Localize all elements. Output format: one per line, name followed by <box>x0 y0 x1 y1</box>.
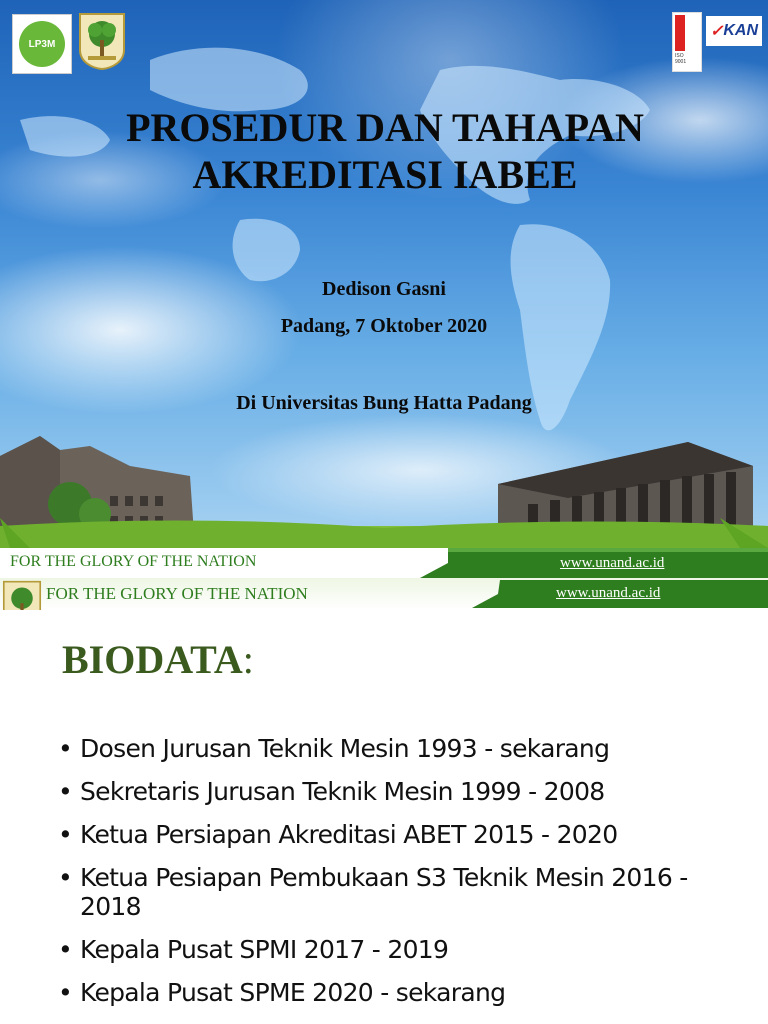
biodata-heading-colon: : <box>242 637 254 682</box>
footer-url-link-2[interactable]: www.unand.ac.id <box>556 585 661 601</box>
footer-url-link-1[interactable]: www.unand.ac.id <box>560 555 665 571</box>
unand-logo <box>78 12 126 70</box>
biodata-heading <box>62 636 254 683</box>
biodata-list <box>58 734 748 1021</box>
title-line-1: PROSEDUR DAN TAHAPAN <box>126 105 644 150</box>
kan-logo-text: KAN <box>723 22 759 39</box>
list-item: • Sekretaris Jurusan Teknik Mesin 1999 - 2008 <box>58 777 748 806</box>
footer-tagline-1: FOR THE GLORY OF THE NATION <box>10 553 257 570</box>
biodata-heading-text: BIODATA <box>62 637 243 682</box>
kan-logo: ✓ KAN <box>706 16 762 46</box>
grass-decoration <box>0 518 768 548</box>
list-item: • Dosen Jurusan Teknik Mesin 1993 - sekarang <box>58 734 748 763</box>
footer-tagline-2: FOR THE GLORY OF THE NATION <box>46 584 308 603</box>
title-line-2: AKREDITASI IABEE <box>192 152 578 197</box>
slide-title <box>40 104 730 198</box>
presenter-name: Dedison Gasni <box>322 278 446 300</box>
list-item: • Ketua Persiapan Akreditasi ABET 2015 - 2020 <box>58 820 748 849</box>
lp3m-logo <box>12 14 72 74</box>
venue: Di Universitas Bung Hatta Padang <box>236 392 532 414</box>
place-date: Padang, 7 Oktober 2020 <box>280 315 488 337</box>
iso-certification-logo: ISO 9001 <box>672 12 702 72</box>
list-item: • Kepala Pusat SPME 2020 - sekarang <box>58 978 748 1007</box>
lp3m-logo-text: LP3M <box>19 21 65 67</box>
list-item: • Kepala Pusat SPMI 2017 - 2019 <box>58 935 748 964</box>
list-item: • Ketua Pesiapan Pembukaan S3 Teknik Mesin 2016 - 2018 <box>58 863 748 921</box>
